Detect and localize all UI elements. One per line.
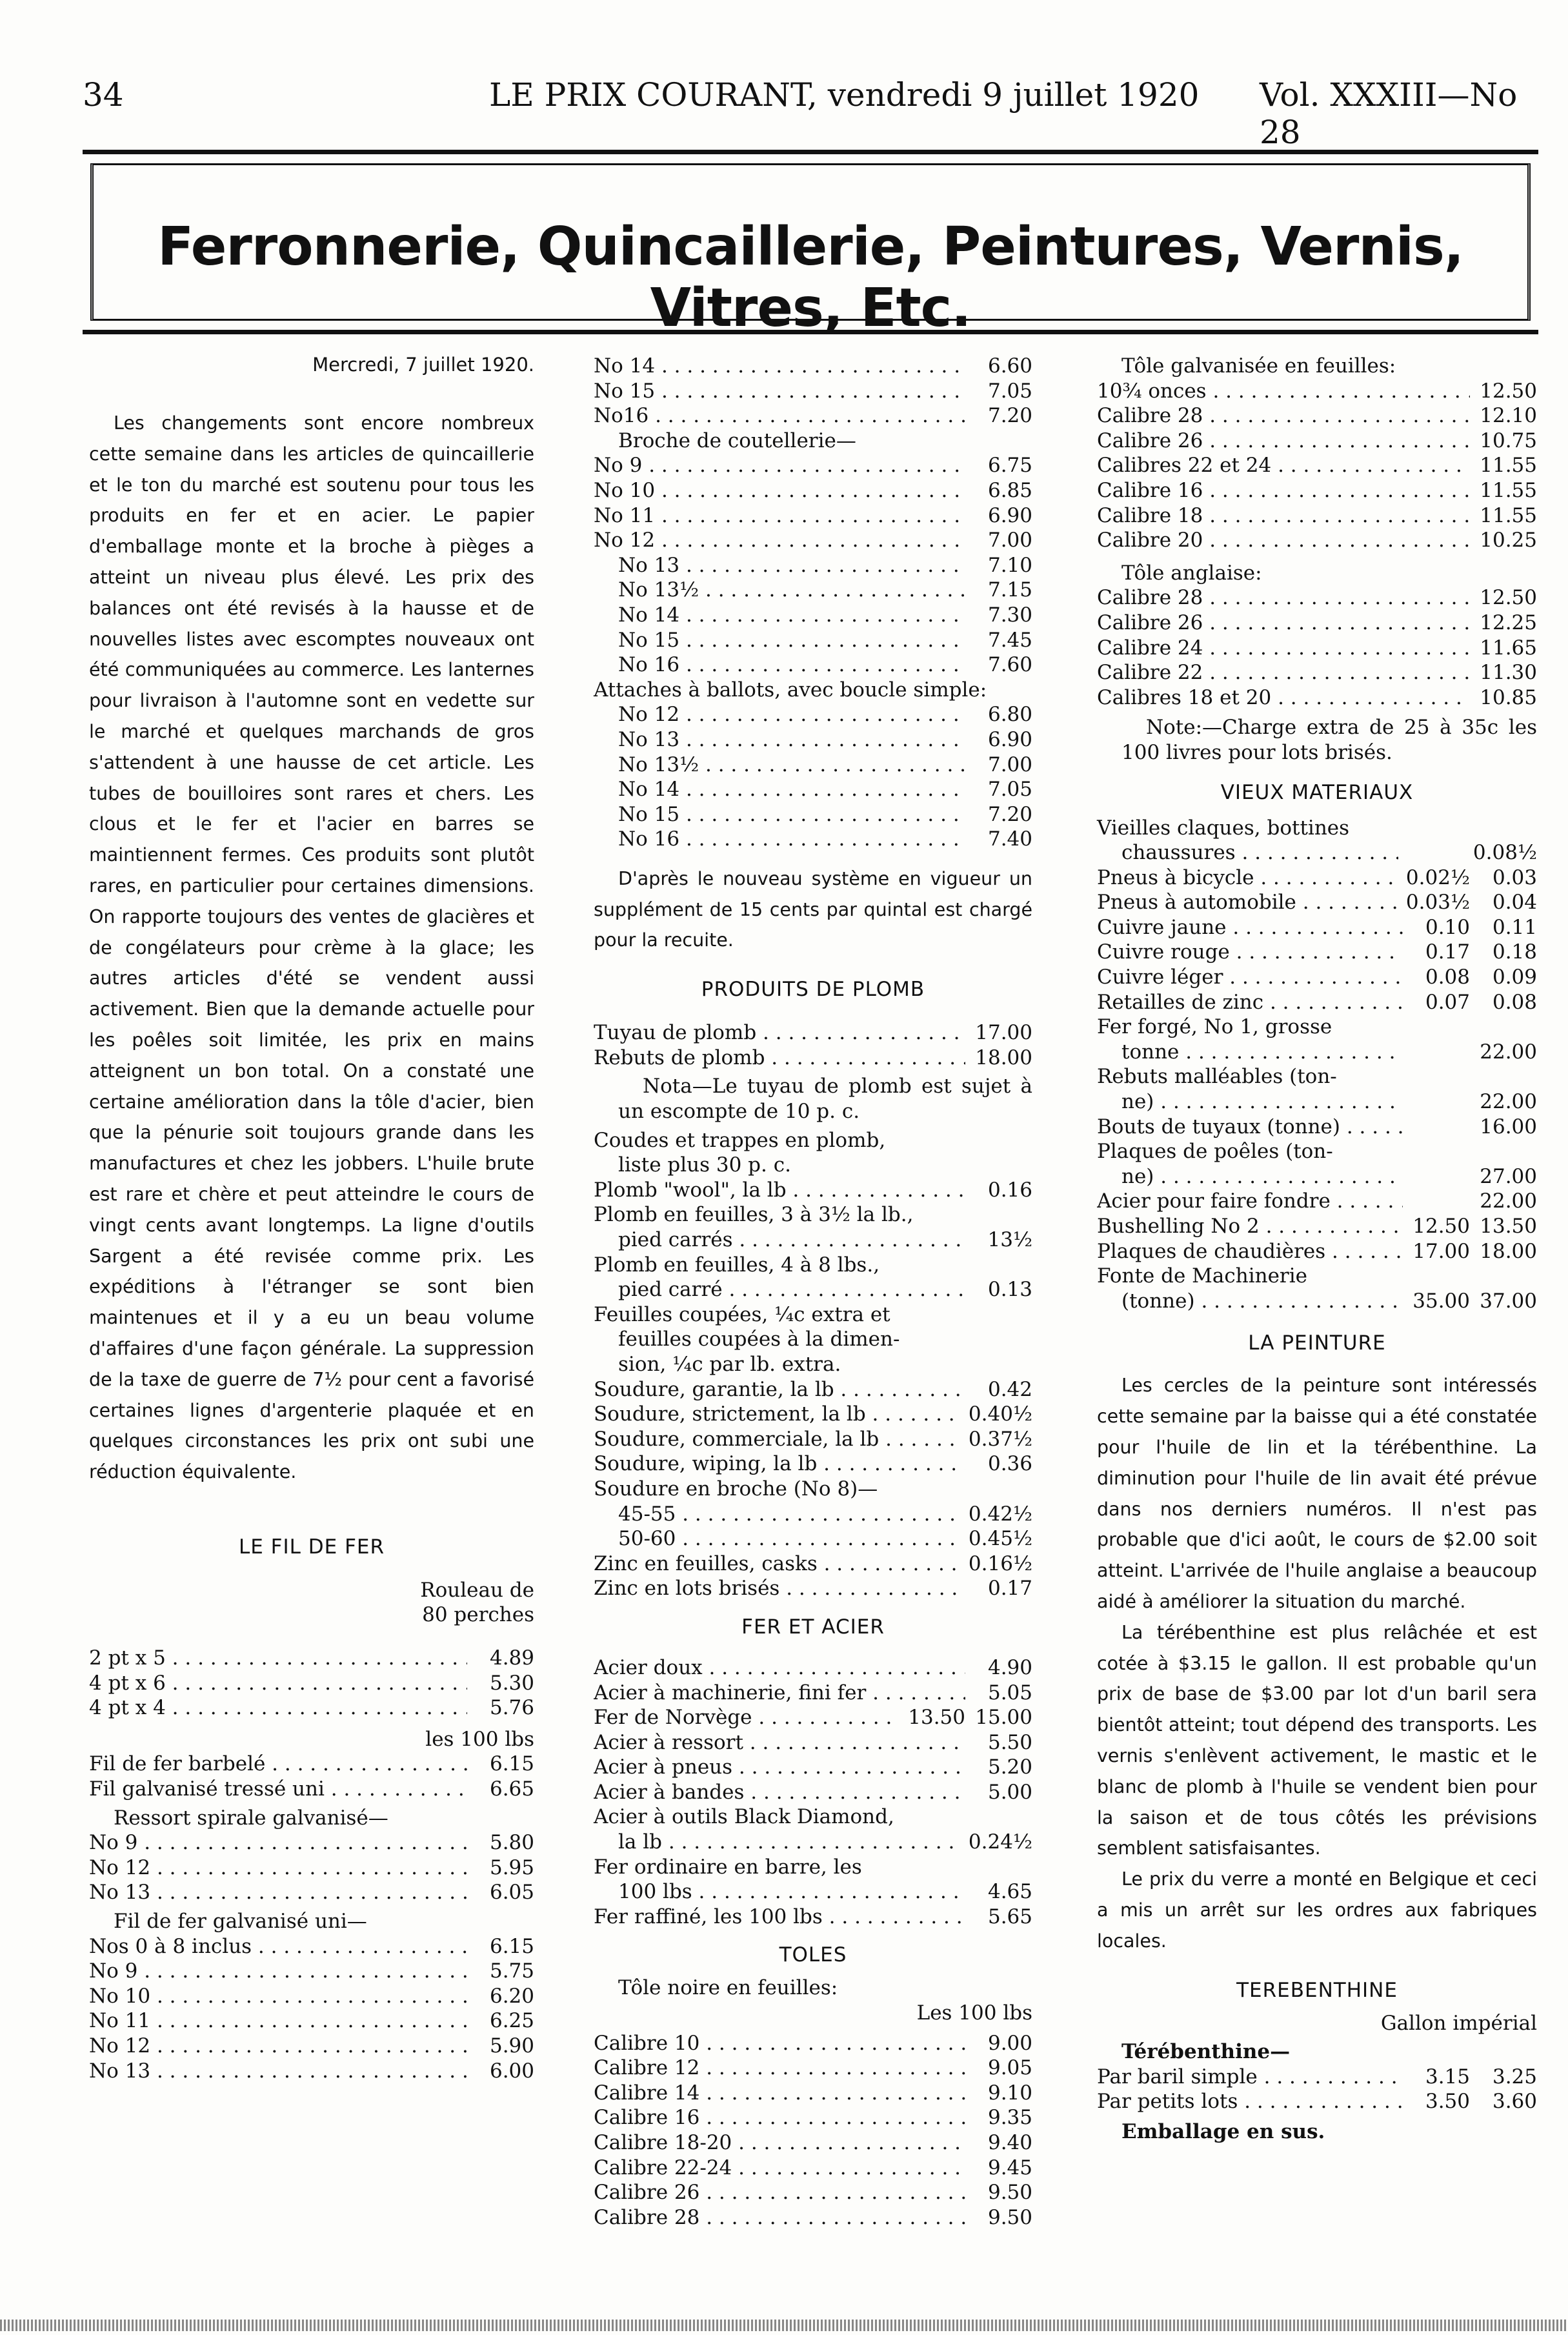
price-row: No 16 . . . 7.40 xyxy=(594,827,1032,852)
running-header xyxy=(0,76,1568,151)
price-row: Cuivre léger . . . 0.08 0.09 xyxy=(1097,965,1537,990)
bottom-edge xyxy=(0,2320,1568,2331)
price-row: Calibre 14 . . . 9.10 xyxy=(594,2081,1032,2106)
price-list xyxy=(594,453,1032,677)
price-row: 45-55 . . . 0.42½ xyxy=(594,1502,1032,1527)
price-row: No 13 . . . 6.05 xyxy=(89,1880,534,1905)
item-line: Plomb en feuilles, 4 à 8 lbs., xyxy=(594,1253,880,1277)
subheading: Attaches à ballots, avec boucle simple: xyxy=(594,678,987,702)
price-list xyxy=(594,1879,1032,1929)
price-row: No 10 . . . 6.20 xyxy=(89,1984,534,2009)
price-row: 100 lbs . . . 4.65 xyxy=(594,1879,1032,1905)
price-row: Pneus à bicycle . . . 0.02½ 0.03 xyxy=(1097,865,1537,891)
price-row: Soudure, garantie, la lb . . . 0.42 xyxy=(594,1377,1032,1402)
price-list xyxy=(594,1377,1032,1477)
price-row: (tonne) . . . 35.00 37.00 xyxy=(1097,1289,1537,1314)
price-row: Plomb "wool", la lb . . . 0.16 xyxy=(594,1178,1032,1203)
price-row: No 13½ . . . 7.15 xyxy=(594,578,1032,603)
price-list xyxy=(594,1277,1032,1302)
price-row: Calibre 26 . . . 12.25 xyxy=(1097,611,1537,636)
price-list xyxy=(594,1830,1032,1855)
tole-note: Note:—Charge extra de 25 à 35c les 100 livres pour lots brisés. xyxy=(1121,716,1537,764)
price-row: Par petits lots . . . 3.50 3.60 xyxy=(1097,2089,1537,2114)
section-heading-peinture: LA PEINTURE xyxy=(1248,1331,1386,1355)
price-row: Bouts de tuyaux (tonne) . . . 16.00 xyxy=(1097,1115,1537,1140)
price-list xyxy=(1097,1089,1537,1139)
price-row: Calibre 24 . . . 11.65 xyxy=(1097,636,1537,661)
price-list xyxy=(1097,2065,1537,2114)
price-list xyxy=(1097,1289,1537,1314)
price-row: Calibre 10 . . . 9.00 xyxy=(594,2031,1032,2056)
price-row: Calibre 22-24 . . . 9.45 xyxy=(594,2156,1032,2181)
unit-label: Rouleau de xyxy=(420,1578,534,1602)
price-row: No 16 . . . 7.60 xyxy=(594,652,1032,678)
price-row: Fil de fer barbelé . . . 6.15 xyxy=(89,1752,534,1777)
price-list xyxy=(594,1228,1032,1253)
section-heading-terebenthine: TEREBENTHINE xyxy=(1236,1978,1398,2002)
price-row: chaussures . . . 0.08½ xyxy=(1097,840,1537,865)
peinture-paragraph: Le prix du verre a monté en Belgique et ceci a mis un arrêt sur les ordres aux fabriques locales. xyxy=(1097,1868,1537,1952)
item-line: Feuilles coupées, ¼c extra et xyxy=(594,1302,890,1326)
subheading: Ressort spirale galvanisé— xyxy=(114,1806,388,1830)
item-line: Plomb en feuilles, 3 à 3½ la lb., xyxy=(594,1203,914,1227)
price-list xyxy=(89,1934,534,2084)
price-row: ne) . . . 27.00 xyxy=(1097,1164,1537,1189)
price-row: 4 pt x 6 . . . 5.30 xyxy=(89,1671,534,1696)
price-row: pied carrés . . . 13½ xyxy=(594,1228,1032,1253)
price-row: Calibre 16 . . . 9.35 xyxy=(594,2105,1032,2130)
price-row: Pneus à automobile . . . 0.03½ 0.04 xyxy=(1097,890,1537,915)
price-row: Calibre 28 . . . 9.50 xyxy=(594,2205,1032,2230)
price-list xyxy=(594,1178,1032,1203)
price-row: Calibre 16 . . . 11.55 xyxy=(1097,478,1537,503)
item-line: liste plus 30 p. c. xyxy=(618,1153,791,1177)
price-list xyxy=(594,1502,1032,1601)
unit-label: 80 perches xyxy=(422,1603,534,1627)
price-row: No 15 . . . 7.05 xyxy=(594,379,1032,404)
price-row: Calibres 18 et 20 . . . 10.85 xyxy=(1097,685,1537,711)
unit-label: Les 100 lbs xyxy=(916,2001,1032,2025)
price-row: No 9 . . . 5.80 xyxy=(89,1830,534,1855)
subheading: Tôle anglaise: xyxy=(1121,561,1262,585)
price-row: Acier doux . . . 4.90 xyxy=(594,1655,1032,1681)
section-heading-toles: TOLES xyxy=(779,1943,847,1967)
price-row: Calibre 26 . . . 9.50 xyxy=(594,2180,1032,2205)
price-row: No 11 . . . 6.90 xyxy=(594,503,1032,529)
emballage-note: Emballage en sus. xyxy=(1121,2119,1325,2143)
price-row: Bushelling No 2 . . . 12.50 13.50 xyxy=(1097,1214,1537,1239)
item-line: Rebuts malléables (ton- xyxy=(1097,1065,1337,1089)
price-row: Calibre 18 . . . 11.55 xyxy=(1097,503,1537,529)
price-row: Plaques de chaudières . . . 17.00 18.00 xyxy=(1097,1239,1537,1264)
item-line: Fer ordinaire en barre, les xyxy=(594,1855,862,1879)
unit-label: les 100 lbs xyxy=(425,1727,534,1751)
price-row: Calibre 12 . . . 9.05 xyxy=(594,2056,1032,2081)
item-line: Fonte de Machinerie xyxy=(1097,1264,1307,1288)
price-row: Zinc en feuilles, casks . . . 0.16½ xyxy=(594,1552,1032,1577)
price-row: Soudure, wiping, la lb . . . 0.36 xyxy=(594,1451,1032,1477)
item-line: Fer forgé, No 1, grosse xyxy=(1097,1015,1332,1039)
price-row: No 13½ . . . 7.00 xyxy=(594,753,1032,778)
section-title: Ferronnerie, Quincaillerie, Peintures, Vernis, Vitres, Etc. xyxy=(157,216,1463,339)
price-row: Acier à pneus . . . 5.20 xyxy=(594,1755,1032,1780)
price-row: Calibre 18-20 . . . 9.40 xyxy=(594,2130,1032,2156)
volume-number: Vol. XXXIII—No 28 xyxy=(1260,76,1518,151)
price-list xyxy=(1097,379,1537,553)
peinture-paragraph: La térébenthine est plus relâchée et est cotée à $3.15 le gallon. Il est probable qu'un prix de base de $3.00 par lot d'un baril sera bientôt atteint; tout dépend des transports. Les vernis s'enlèvent activement, le mastic et le blanc de plomb à l'huile se vendent bien pour la saison et de tous côtés les prévisions semblent satisfaisantes. xyxy=(1097,1621,1537,1859)
price-row: Acier pour faire fondre . . . 22.00 xyxy=(1097,1189,1537,1214)
price-row: Retailles de zinc . . . 0.07 0.08 xyxy=(1097,990,1537,1015)
price-row: Soudure, commerciale, la lb . . . 0.37½ xyxy=(594,1427,1032,1452)
price-row: No 14 . . . 7.30 xyxy=(594,603,1032,628)
price-row: No 14 . . . 7.05 xyxy=(594,777,1032,802)
price-row: No 13 . . . 6.90 xyxy=(594,727,1032,753)
price-list xyxy=(1097,585,1537,710)
item-line: Vieilles claques, bottines xyxy=(1097,816,1350,840)
price-row: No16 . . . 7.20 xyxy=(594,403,1032,429)
price-row: No 9 . . . 6.75 xyxy=(594,453,1032,478)
column-2 xyxy=(594,354,1032,2230)
price-row: Cuivre jaune . . . 0.10 0.11 xyxy=(1097,915,1537,940)
price-row: Nos 0 à 8 inclus . . . 6.15 xyxy=(89,1934,534,1959)
price-row: No 10 . . . 6.85 xyxy=(594,478,1032,503)
section-heading-plomb: PRODUITS DE PLOMB xyxy=(701,978,925,1002)
price-row: Acier à machinerie, fini fer . . . 5.05 xyxy=(594,1681,1032,1706)
item-line: feuilles coupées à la dimen- xyxy=(618,1328,900,1351)
price-row: Calibre 28 . . . 12.10 xyxy=(1097,403,1537,429)
price-row: Calibre 20 . . . 10.25 xyxy=(1097,528,1537,553)
price-row: Fer raffiné, les 100 lbs . . . 5.65 xyxy=(594,1905,1032,1930)
item-line: sion, ¼c par lb. extra. xyxy=(618,1352,841,1376)
price-list xyxy=(89,1752,534,1801)
price-row: Soudure, strictement, la lb . . . 0.40½ xyxy=(594,1402,1032,1427)
unit-label: Gallon impérial xyxy=(1380,2011,1537,2035)
price-row: pied carré . . . 0.13 xyxy=(594,1277,1032,1302)
price-list xyxy=(594,1655,1032,1805)
price-list xyxy=(89,1646,534,1721)
section-heading-fer: FER ET ACIER xyxy=(741,1615,885,1639)
section-heading-vieux: VIEUX MATERIAUX xyxy=(1220,780,1414,804)
price-row: tonne . . . 22.00 xyxy=(1097,1040,1537,1065)
subheading: Fil de fer galvanisé uni— xyxy=(114,1910,367,1934)
price-row: Acier à ressort . . . 5.50 xyxy=(594,1730,1032,1755)
price-list xyxy=(594,702,1032,852)
price-row: Calibres 22 et 24 . . . 11.55 xyxy=(1097,453,1537,478)
price-row: 50-60 . . . 0.45½ xyxy=(594,1526,1032,1552)
price-row: 10¾ onces . . . 12.50 xyxy=(1097,379,1537,404)
section-heading-fil: LE FIL DE FER xyxy=(238,1535,385,1559)
price-row: Cuivre rouge . . . 0.17 0.18 xyxy=(1097,940,1537,965)
price-row: Zinc en lots brisés . . . 0.17 xyxy=(594,1576,1032,1601)
item-line: Coudes et trappes en plomb, xyxy=(594,1128,886,1152)
subheading: Tôle noire en feuilles: xyxy=(618,1976,838,2000)
market-date: Mercredi, 7 juillet 1920. xyxy=(312,354,534,376)
price-row: No 13 . . . 7.10 xyxy=(594,553,1032,578)
price-list xyxy=(89,1830,534,1905)
market-intro-paragraph: Les changements sont encore nombreux cette semaine dans les articles de quincaillerie et le ton du marché est soutenu pour tous les produits en fer et en acier. Le papier d'emballage monte et la broche à pièges a atteint un niveau plus élevé. Les prix des balances ont été revisés à la hausse et de nouvelles listes avec escomptes nouveaux ont été communiquées au commerce. Les lanternes pour livraison à l'automne sont en vedette sur le marché et quelques marchands de gros s'attendent à une hausse de cet article. Les tubes de bouilloires sont rares et chers. Les clous et le fer et l'acier en barres se maintiennent fermes. Ces produits sont plutôt rares, en particulier pour certaines dimensions. On rapporte toujours des ventes de glacières et de congélateurs pour crème à la glace; les autres articles d'été se vendent aussi activement. Bien que la demande actuelle pour les poêles soit limitée, les prix en mains atteignent un bon total. On a constaté une certaine amélioration dans la tôle d'acier, bien que la pénurie soit toujours grande dans les manufactures et chez les jobbers. L'huile brute est rare et chère et peut atteindre le cours de vingt cents avant longtemps. La ligne d'outils Sargent a été revisée comme prix. Les expéditions à l'étranger se sont bien maintenues et il y a eu un beau volume d'affaires d'une façon générale. La suppression de la taxe de guerre de 7½ pour cent a favorisé certaines lignes d'argenterie plaquée et en quelques circonstances les prix ont subi une réduction équivalente. xyxy=(89,412,534,1483)
price-row: Tuyau de plomb . . . 17.00 xyxy=(594,1020,1032,1046)
item-line: Acier à outils Black Diamond, xyxy=(594,1805,894,1829)
price-row: Calibre 28 . . . 12.50 xyxy=(1097,585,1537,611)
item-line: Soudure en broche (No 8)— xyxy=(594,1477,878,1501)
column-1 xyxy=(89,354,534,2083)
price-list xyxy=(594,2031,1032,2230)
price-row: No 15 . . . 7.20 xyxy=(594,802,1032,827)
section-banner xyxy=(83,150,1538,339)
price-list xyxy=(1097,1164,1537,1264)
price-row: Rebuts de plomb . . . 18.00 xyxy=(594,1046,1032,1071)
price-list xyxy=(594,1020,1032,1070)
price-row: la lb . . . 0.24½ xyxy=(594,1830,1032,1855)
item-line: Plaques de poêles (ton- xyxy=(1097,1140,1333,1164)
recuite-note: D'après le nouveau système en vigueur un supplément de 15 cents par quintal est chargé pour la recuite. xyxy=(594,867,1032,951)
price-row: Fer de Norvège . . . 13.50 15.00 xyxy=(594,1705,1032,1730)
subheading: Broche de coutellerie— xyxy=(618,429,856,452)
price-row: Acier à bandes . . . 5.00 xyxy=(594,1780,1032,1805)
price-list xyxy=(1097,1040,1537,1065)
plomb-note: Nota—Le tuyau de plomb est sujet à un escompte de 10 p. c. xyxy=(618,1075,1032,1124)
price-row: No 12 . . . 5.90 xyxy=(89,2034,534,2059)
subheading: Térébenthine— xyxy=(1121,2040,1291,2064)
price-row: No 15 . . . 7.45 xyxy=(594,628,1032,653)
price-row: Par baril simple . . . 3.15 3.25 xyxy=(1097,2065,1537,2090)
price-row: No 14 . . . 6.60 xyxy=(594,354,1032,379)
price-row: No 13 . . . 6.00 xyxy=(89,2059,534,2084)
page-number: 34 xyxy=(83,76,124,114)
peinture-paragraph: Les cercles de la peinture sont intéressés cette semaine par la baisse qui a été constatée pour l'huile de lin et la térébenthine. La diminution pour l'huile de lin avait été prévue dans nos derniers numéros. Il n'est pas probable que d'ici août, le cours de $2.00 soit atteint. L'arrivée de l'huile anglaise a beaucoup aidé à améliorer la situation du marché. xyxy=(1097,1375,1537,1612)
price-row: 4 pt x 4 . . . 5.76 xyxy=(89,1695,534,1721)
price-row: 2 pt x 5 . . . 4.89 xyxy=(89,1646,534,1671)
price-row: Calibre 22 . . . 11.30 xyxy=(1097,660,1537,685)
column-3 xyxy=(1097,354,1537,2144)
price-row: No 9 . . . 5.75 xyxy=(89,1959,534,1984)
price-row: No 12 . . . 7.00 xyxy=(594,528,1032,553)
price-row: No 12 . . . 5.95 xyxy=(89,1855,534,1881)
price-row: No 11 . . . 6.25 xyxy=(89,2008,534,2034)
price-row: Calibre 26 . . . 10.75 xyxy=(1097,429,1537,454)
subheading: Tôle galvanisée en feuilles: xyxy=(1121,354,1396,378)
price-list xyxy=(594,354,1032,429)
price-row: ne) . . . 22.00 xyxy=(1097,1089,1537,1115)
price-list xyxy=(1097,840,1537,1015)
price-row: No 12 . . . 6.80 xyxy=(594,702,1032,727)
price-row: Fil galvanisé tressé uni . . . 6.65 xyxy=(89,1777,534,1802)
publication-title: LE PRIX COURANT, vendredi 9 juillet 1920 xyxy=(489,76,1200,114)
